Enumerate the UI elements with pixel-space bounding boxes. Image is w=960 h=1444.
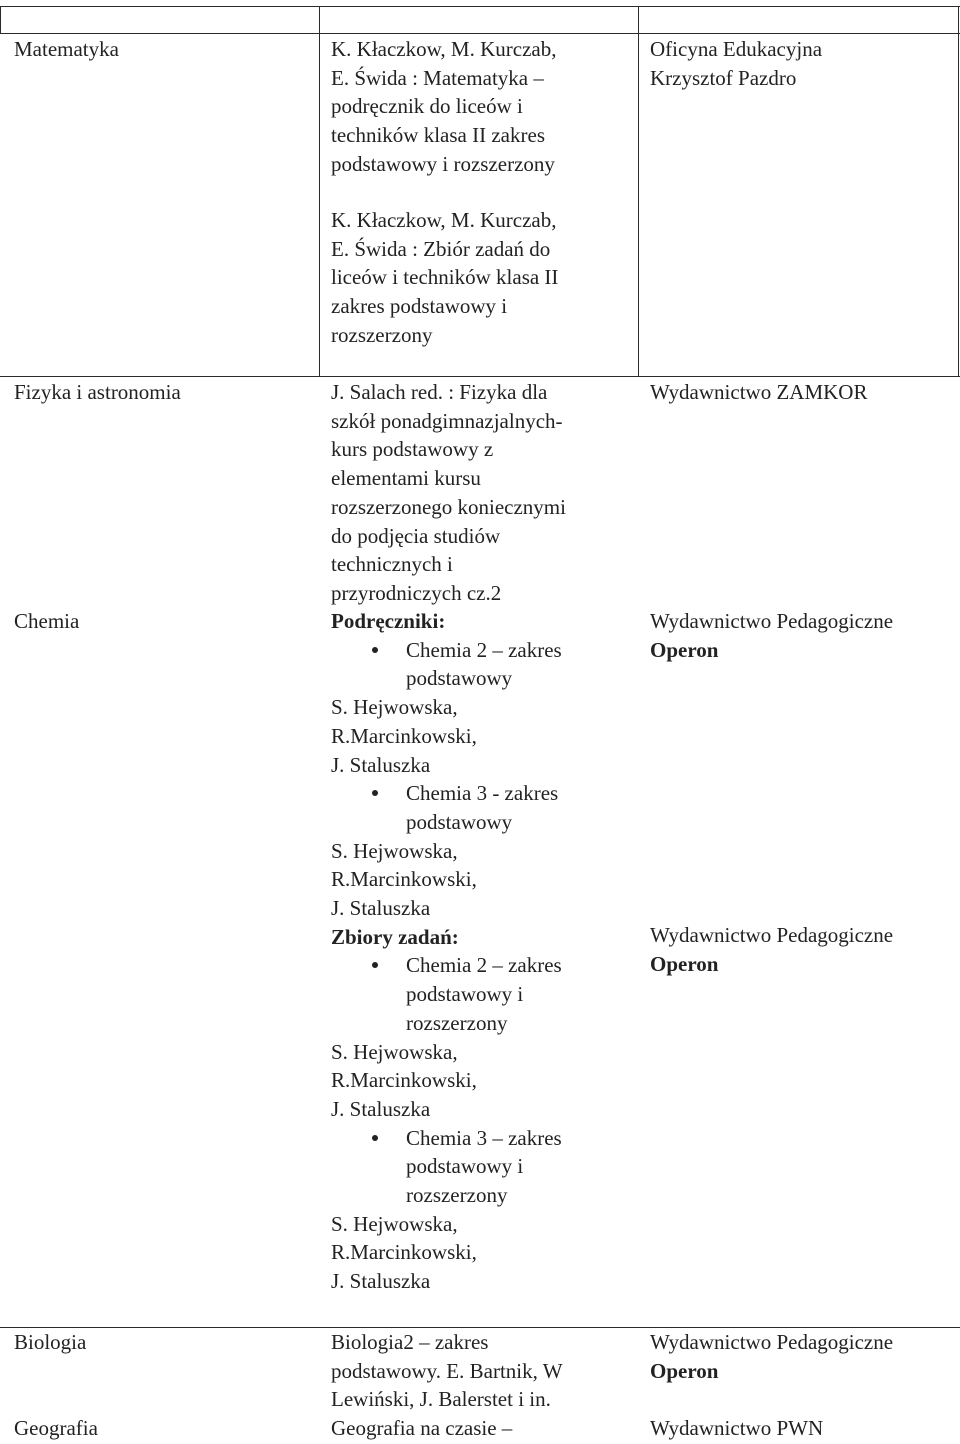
book-matematyka-exercises [331,206,621,350]
authors-line: J. Staluszka [331,1269,431,1294]
book-fizyka [331,378,621,608]
book-line: elementami kursu [331,466,481,491]
list-item: Chemia 3 - zakres [331,779,621,808]
list-item-continuation: podstawowy [406,666,513,691]
authors-line: R.Marcinkowski, [331,1240,477,1265]
book-matematyka-textbook [331,35,621,179]
publisher-emphasis: Operon [650,1358,719,1383]
book-line: liceów i techników klasa II [331,265,559,290]
list-item-continuation: rozszerzony [406,1183,508,1208]
book-line: przyrodniczych cz.2 [331,580,502,605]
authors-line: J. Staluszka [331,1096,431,1121]
list-item: Chemia 3 – zakres [331,1124,621,1153]
list-item: Chemia 2 – zakres [331,951,621,980]
publisher-matematyka [650,35,955,92]
publisher-line: Wydawnictwo Pedagogiczne [650,1330,894,1354]
section-heading-exercises: Zbiory zadań: [331,924,459,949]
table-top-border [0,6,960,7]
book-line: podręcznik do liceów i [331,94,523,119]
authors-line: S. Hejwowska, [331,695,458,720]
authors-line: R.Marcinkowski, [331,867,477,892]
table-right-border [958,6,959,377]
publisher-chemia-textbooks [650,607,955,664]
book-line: kurs podstawowy z [331,437,494,462]
authors-line: J. Staluszka [331,896,431,921]
row-divider-math-physics [0,376,960,377]
publisher-line: Wydawnictwo Pedagogiczne [650,609,894,633]
column-divider-2 [638,6,639,377]
book-line: rozszerzonego koniecznymi [331,494,566,519]
book-line: podstawowy i rozszerzony [331,151,555,176]
publisher-line: Oficyna Edukacyjna [650,37,823,61]
publisher-chemia-exercises [650,921,955,978]
book-line: rozszerzony [331,322,433,347]
book-line: techników klasa II zakres [331,123,545,148]
list-item-continuation: podstawowy i [406,1154,524,1179]
authors-line: S. Hejwowska, [331,1039,458,1064]
book-chemia [331,607,621,1296]
list-item-continuation: podstawowy [406,809,513,834]
book-biologia [331,1328,621,1414]
table-left-border [0,6,1,34]
book-line: Lewiński, J. Balerstet i in. [331,1387,551,1412]
book-line: E. Świda : Zbiór zadań do [331,236,551,261]
authors-line: S. Hejwowska, [331,1211,458,1236]
subject-geografia: Geografia [14,1416,98,1440]
list-item-continuation: rozszerzony [406,1010,508,1035]
section-heading-textbooks: Podręczniki: [331,609,446,633]
authors-line: J. Staluszka [331,752,431,777]
publisher-line: Wydawnictwo Pedagogiczne [650,923,894,947]
publisher-geografia: Wydawnictwo PWN [650,1416,824,1440]
publisher-biologia [650,1328,955,1385]
book-line: technicznych i [331,552,453,577]
subject-biologia: Biologia [14,1330,87,1354]
authors-line: R.Marcinkowski, [331,723,477,748]
publisher-fizyka: Wydawnictwo ZAMKOR [650,380,868,404]
publisher-line: Krzysztof Pazdro [650,65,797,90]
subject-matematyka: Matematyka [14,37,119,61]
header-row-divider [0,33,960,34]
book-line: Biologia2 – zakres [331,1330,489,1354]
book-line: do podjęcia studiów [331,523,501,548]
book-line: K. Kłaczkow, M. Kurczab, [331,208,557,232]
book-line: E. Świda : Matematyka – [331,65,544,90]
list-item: Chemia 2 – zakres [331,636,621,665]
list-item-continuation: podstawowy i [406,982,524,1007]
authors-line: S. Hejwowska, [331,838,458,863]
column-divider-1 [319,6,320,377]
book-line: szkół ponadgimnazjalnych- [331,408,563,433]
book-line: podstawowy. E. Bartnik, W [331,1358,563,1383]
book-line: J. Salach red. : Fizyka dla [331,380,548,404]
book-line: K. Kłaczkow, M. Kurczab, [331,37,557,61]
book-line: zakres podstawowy i [331,294,508,319]
subject-chemia: Chemia [14,609,80,633]
subject-fizyka: Fizyka i astronomia [14,380,181,404]
book-geografia: Geografia na czasie – [331,1416,513,1440]
authors-line: R.Marcinkowski, [331,1068,477,1093]
publisher-emphasis: Operon [650,951,719,976]
publisher-emphasis: Operon [650,637,719,662]
